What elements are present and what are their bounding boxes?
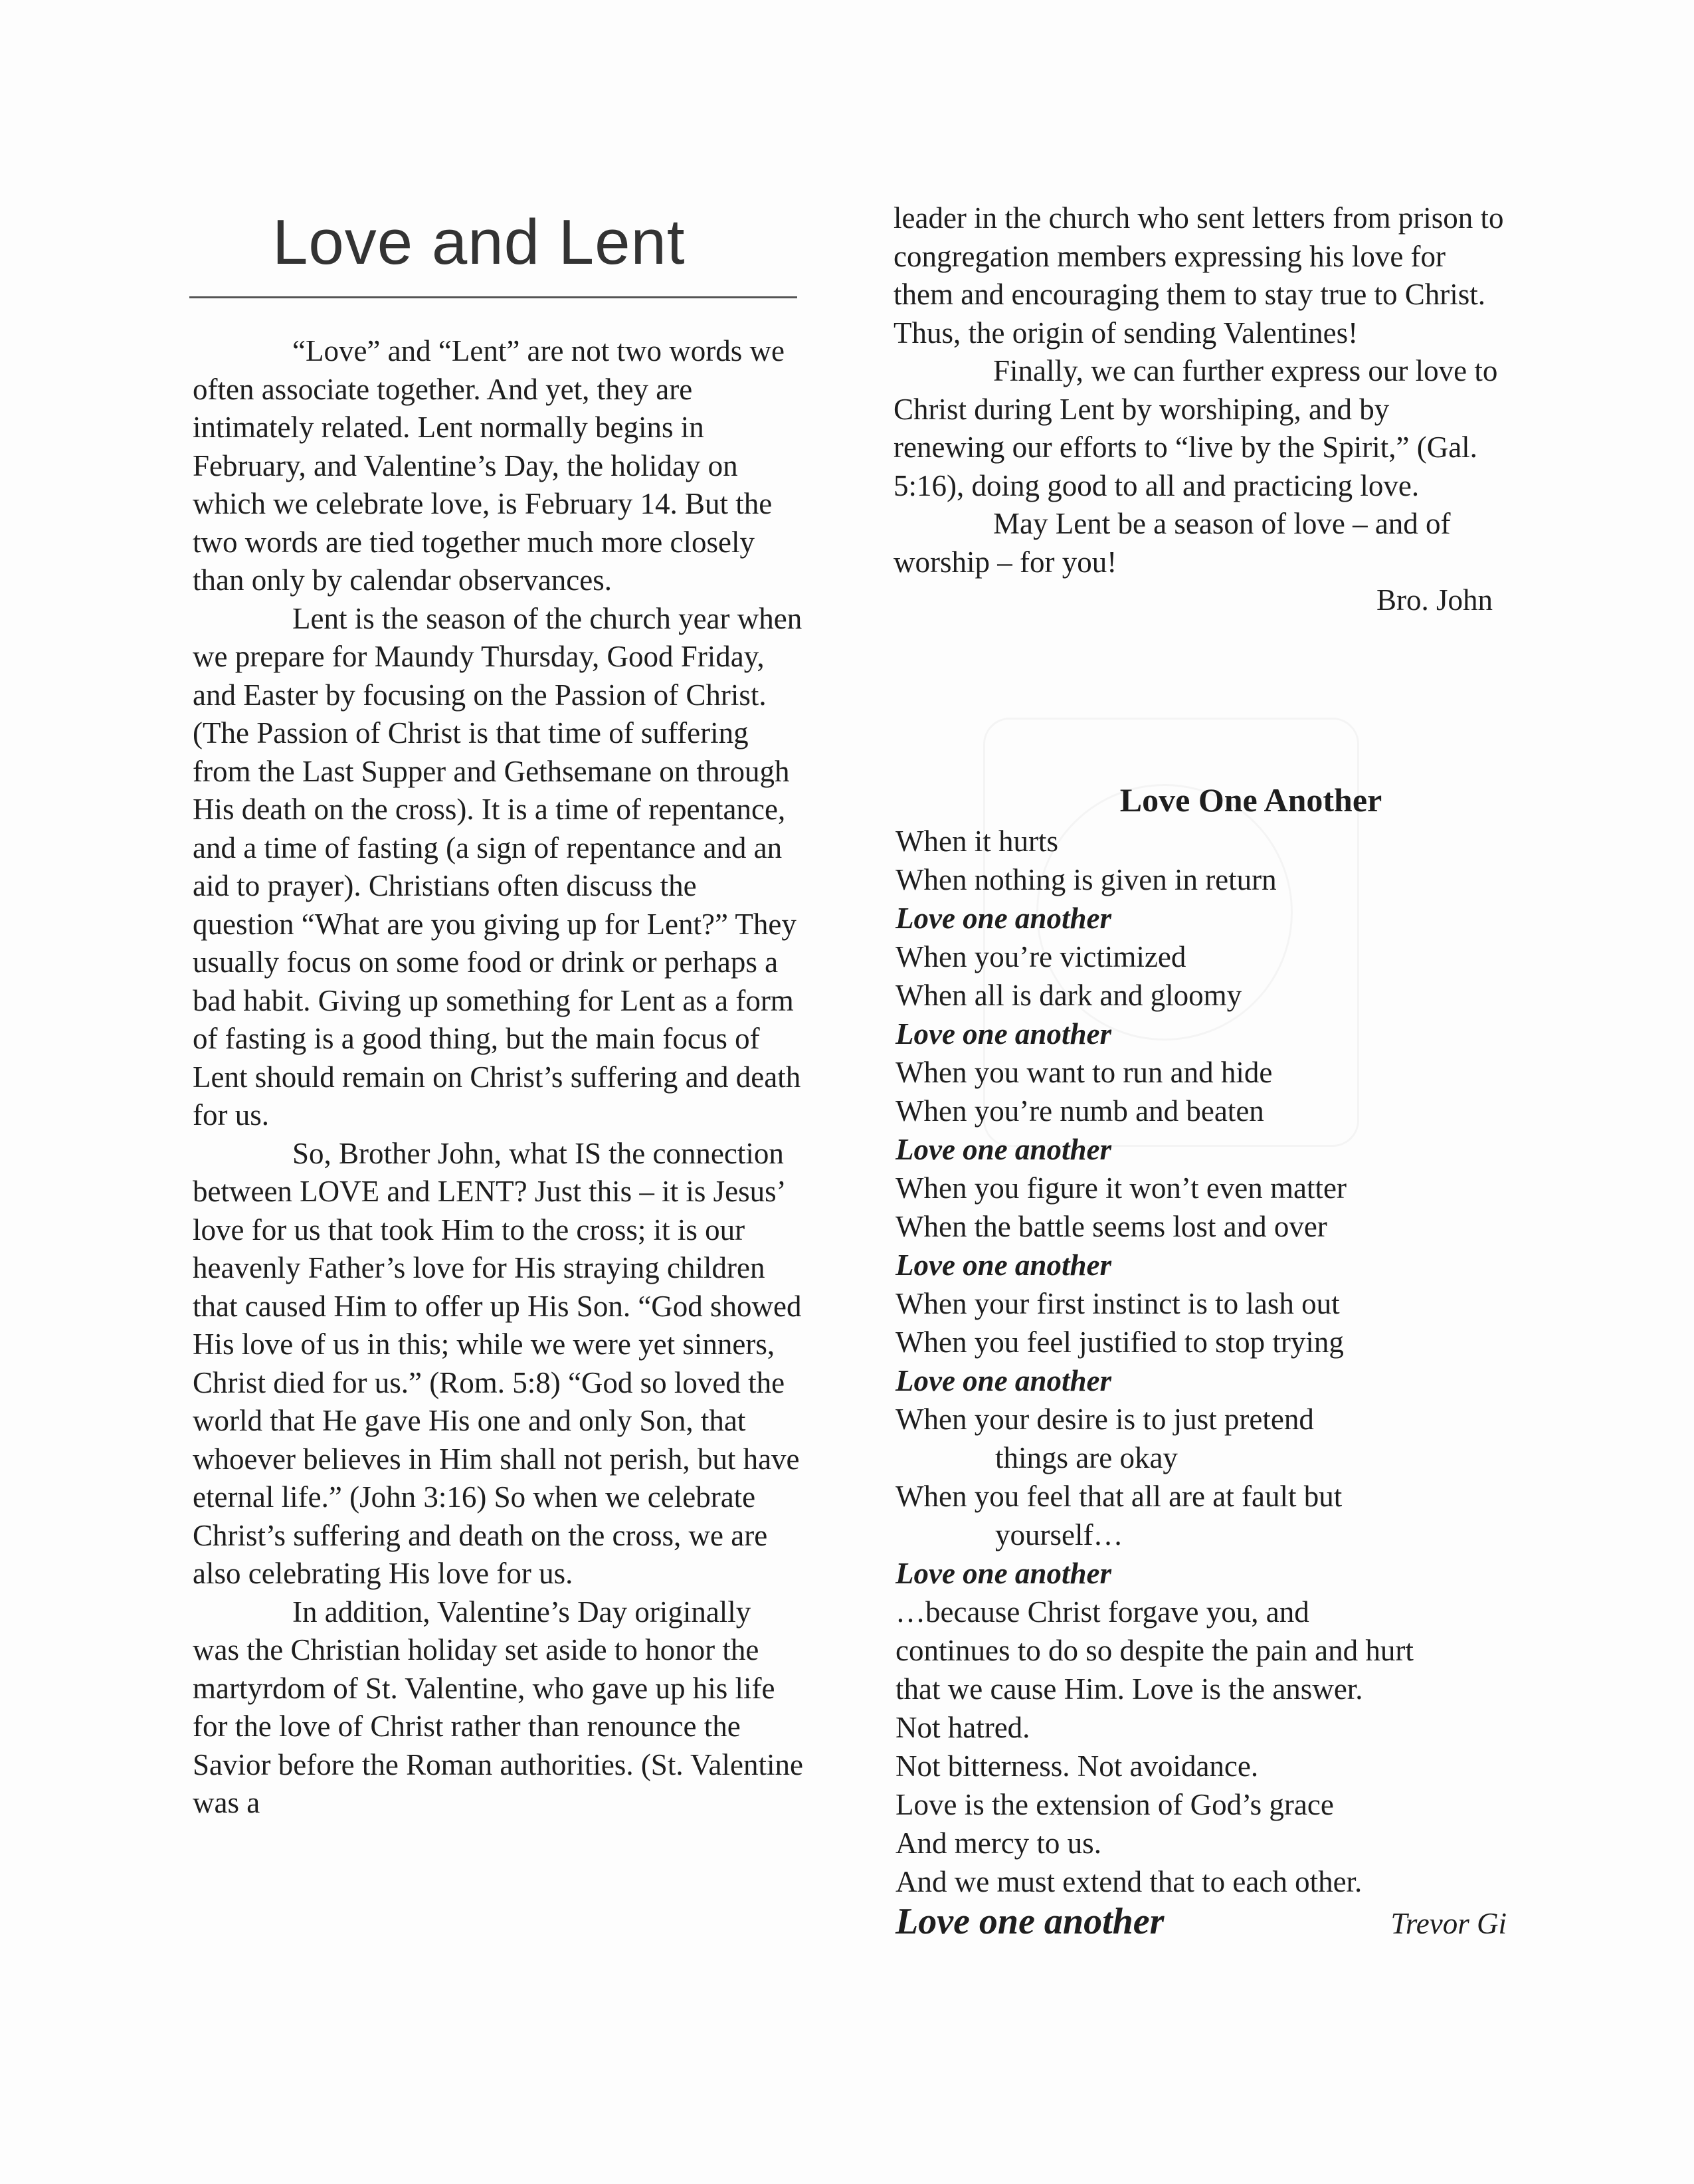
article-paragraph-3: So, Brother John, what IS the connection between LOVE and LENT? Just this – it is Jesus’ love for us that took Him to the cross; it is our heavenly Father’s love for His straying children that caused Him to offer up His Son. “God showed His love of us in this; while we were yet sinners, Christ died for us.” (Rom. 5:8) “God so loved the world that He gave His one and only Son, that whoever believes in Him shall not perish, but have eternal life.” (John 3:16) So when we celebrate Christ’s suffering and death on the cross, we are also celebrating His love for us. — [193, 1136, 802, 1590]
poem-closing-line: that we cause Him. Love is the answer. — [895, 1672, 1363, 1706]
poem-closing-line: And we must extend that to each other. — [895, 1865, 1363, 1898]
article-continuation: leader in the church who sent letters from prison to congregation members expressing his love for them and encouraging them to stay true to Christ. Thus, the origin of sending Valentines! — [894, 201, 1504, 349]
poem-line: When you’re numb and beaten — [895, 1094, 1264, 1128]
poem-line: When you figure it won’t even matter — [895, 1171, 1347, 1205]
poem-line-continuation: yourself… — [995, 1518, 1123, 1551]
poem-closing-line: And mercy to us. — [895, 1827, 1101, 1860]
poem-refrain: Love one another — [895, 1248, 1111, 1282]
poem-line: When the battle seems lost and over — [895, 1210, 1327, 1243]
article-title: Love and Lent — [272, 207, 686, 278]
poem-line: When you feel that all are at fault but — [895, 1480, 1343, 1513]
poem-line: When you want to run and hide — [895, 1056, 1273, 1089]
poem-refrain: Love one another — [895, 1557, 1111, 1590]
poem-title: Love One Another — [1119, 781, 1382, 819]
article-signature: Bro. John — [1376, 583, 1493, 617]
poem-line: When you feel justified to stop trying — [895, 1326, 1344, 1359]
poem-refrain: Love one another — [895, 1133, 1111, 1166]
poem-line: When all is dark and gloomy — [895, 979, 1242, 1012]
poem-line-continuation: things are okay — [995, 1441, 1178, 1474]
poem — [895, 781, 1507, 1943]
title-underline — [189, 296, 797, 298]
poem-author: Trevor Gi — [1390, 1907, 1507, 1940]
right-column — [894, 199, 1505, 620]
article-paragraph-1: “Love” and “Lent” are not two words we often associate together. And yet, they are intimately related. Lent normally begins in February, and Valentine’s Day, the holiday on which we celebrate love, is February 14. But the two words are tied together much more closely than only by calendar observances. — [193, 334, 785, 597]
left-column — [193, 332, 804, 1823]
poem-line: When your first instinct is to lash out — [895, 1287, 1340, 1320]
poem-line: When you’re victimized — [895, 940, 1186, 973]
poem-final-row — [895, 1902, 1507, 1943]
poem-closing-line: Not hatred. — [895, 1711, 1030, 1744]
poem-refrain: Love one another — [895, 902, 1111, 935]
article-paragraph-4: In addition, Valentine’s Day originally was the Christian holiday set aside to honor the martyrdom of St. Valentine, who gave up his life for the love of Christ rather than renounce the Savior before the Roman authorities. (St. Valentine was a — [193, 1595, 803, 1819]
poem-refrain: Love one another — [895, 1017, 1111, 1050]
article-paragraph-5: Finally, we can further express our love to Christ during Lent by worshiping, and by renewing our efforts to “live by the Spirit,” (Gal. 5:16), doing good to all and practicing love. — [894, 354, 1498, 502]
poem-closing-line: …because Christ forgave you, and — [895, 1595, 1309, 1629]
poem-line: When your desire is to just pretend — [895, 1403, 1314, 1436]
poem-line: When it hurts — [895, 825, 1058, 858]
poem-final-refrain: Love one another — [895, 1901, 1165, 1942]
poem-closing-line: Not bitterness. Not avoidance. — [895, 1749, 1259, 1783]
article-paragraph-6: May Lent be a season of love – and of worship – for you! — [894, 507, 1451, 579]
article-paragraph-2: Lent is the season of the church year when we prepare for Maundy Thursday, Good Friday, and Easter by focusing on the Passion of Christ. (The Passion of Christ is that time of suffering from the Last Supper and Gethsemane on through His death on the cross). It is a time of repentance, and a time of fasting (a sign of repentance and an aid to prayer). Christians often discuss the question “What are you giving up for Lent?” They usually focus on some food or drink or perhaps a bad habit. Giving up something for Lent as a form of fasting is a good thing, but the main focus of Lent should remain on Christ’s suffering and death for us. — [193, 601, 802, 1132]
poem-refrain: Love one another — [895, 1364, 1111, 1397]
poem-line: When nothing is given in return — [895, 863, 1277, 896]
poem-closing-line: continues to do so despite the pain and hurt — [895, 1634, 1414, 1667]
poem-closing-line: Love is the extension of God’s grace — [895, 1788, 1334, 1821]
